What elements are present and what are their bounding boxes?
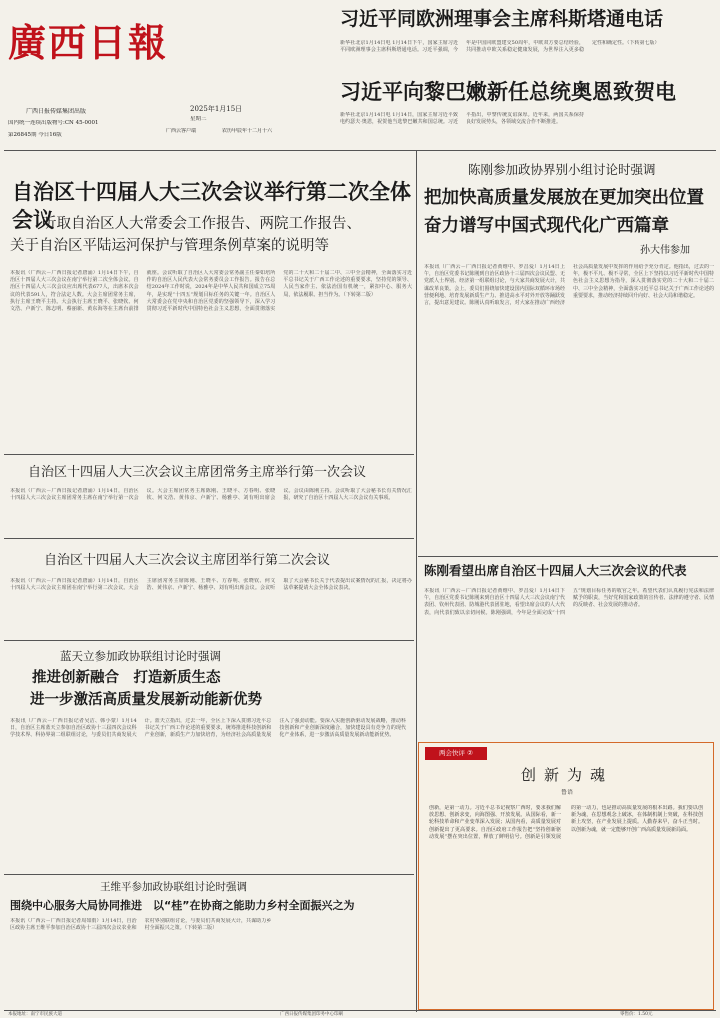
continue-note: （下转第二版） bbox=[343, 291, 376, 298]
commentary-badge bbox=[425, 747, 487, 760]
issue-line: 第26845期 今日16版 bbox=[8, 132, 62, 138]
top-story-1-title[interactable]: 习近平同欧洲理事会主席科斯塔通电话 bbox=[340, 8, 664, 30]
meeting-2-title[interactable]: 自治区十四届人大三次会议主席团举行第二次会议 bbox=[44, 553, 331, 568]
meeting-1-body: 本报讯（广西云－广西日报记者唐涌）1月14日，自治区十四届人大三次会议主席团常务主席在南宁举行第一次会议。大会主席团常务主席陈刚、王晓平、方春明、张晓钦、何文浩、黄伟京、卢新宁、杨雅亭、刘有明出席会议。会议由陈刚主持。会议听取了大会秘书长有关情况汇报，研究了自治区十四届人大三次会议有关事项。 bbox=[10, 488, 412, 502]
commentary-author: 鲁语 bbox=[560, 789, 573, 796]
commentary-title[interactable]: 创新为魂 bbox=[520, 766, 613, 784]
top-story-2-body: 新华社北京1月14日电 1月14日，国家主席习近平致电约瑟夫·奥恩，祝贺他当选黎巴嫩共和国总统。习近平指出，中黎传统友谊深厚。近年来，两国关系保持良好发展势头，各领域交流合作不断推进。 bbox=[340, 112, 584, 126]
lead-title[interactable]: 自治区十四届人大三次会议举行第二次全体会议 bbox=[12, 180, 411, 232]
right-mid-body: 本报讯（广西云－广西日报记者黄维中、罗昌爱）1月14日下午，自治区党委书记陈刚来到自治区十四届人大三次会议南宁代表团、钦州代表团、防城港代表团驻地，看望出席会议的人大代表，向代表们致以亲切问候。陈刚强调，今年是全面完成“十四五”规划目标任务的收官之年。希望代表们认真履行宪法和法律赋予的职责，当好党和国家政策的宣传者、法律的遵守者、民情的反映者、社会发展的推动者。 bbox=[424, 588, 714, 616]
column-divider bbox=[416, 150, 417, 1012]
divider bbox=[4, 640, 414, 641]
right-top-title-2[interactable]: 奋力谱写中国式现代化广西篇章 bbox=[424, 216, 669, 236]
divider bbox=[4, 538, 414, 539]
continue-note: （下转第七版） bbox=[627, 40, 660, 46]
issue-date: 2025年1月15日 bbox=[190, 105, 243, 113]
lead-subtitle-1: 听取自治区人大常委会工作报告、两院工作报告、 bbox=[42, 216, 361, 232]
bottom-left-body: 本报讯（广西云－广西日报记者吴洁、韩小蒙）1月14日，自治区主席蓝天立参加自治区政协十三届四次会议科学技术界、科协界第二组联组讨论，与委员们共商发展大计。蓝天立指出，过去一年，全区上下深入贯彻习近平总书记关于广西工作论述的重要要求，统筹推进科技创新和产业创新，新质生产力加快培育，为经济社会高质量发展注入了强劲动能。要深入实施创新驱动发展战略，推动科技创新和产业创新深度融合，加快建设具有竞争力的现代化产业体系，进一步激活高质量发展新动能新优势。 bbox=[10, 718, 406, 739]
commentary-box bbox=[418, 742, 714, 1010]
meeting-1-title[interactable]: 自治区十四届人大三次会议主席团常务主席举行第一次会议 bbox=[28, 465, 367, 480]
newspaper-logo: 廣西日報 bbox=[8, 20, 169, 65]
divider bbox=[4, 874, 414, 875]
issn-line: 国内统一连续出版物号:CN 45-0001 bbox=[8, 120, 99, 126]
bottom-mid-body: 本报讯（广西云－广西日报记者周如雨）1月14日，自治区政协主席王维平参加自治区政协十三届四次会议农业和农村界别联组讨论，与委员们共商发展大计，共谋助力乡村全面振兴之策。（下转第二版） bbox=[10, 918, 272, 932]
top-story-2-title[interactable]: 习近平向黎巴嫩新任总统奥恩致贺电 bbox=[340, 80, 676, 104]
divider bbox=[4, 150, 716, 151]
divider bbox=[4, 454, 414, 455]
badge-label: 两会快评 ② bbox=[439, 749, 473, 757]
top-story-1-body: 新华社北京1月14日电 1月14日下午，国家主席习近平同欧洲理事会主席科斯塔通电话。习近平强调，今年是中国同欧盟建交50周年，中欧双方要总结经验，共同推动中欧关系稳定健康发展，为世界注入更多稳定性和确定性。（下转第七版） bbox=[340, 40, 660, 54]
right-top-kicker: 陈刚参加政协界别小组讨论时强调 bbox=[468, 162, 656, 177]
right-top-byline: 孙大伟参加 bbox=[640, 245, 690, 256]
lead-subtitle-2: 关于自治区平陆运河保护与管理条例草案的说明等 bbox=[10, 238, 329, 254]
publisher-line: 广西日报传媒集团出版 bbox=[26, 108, 87, 115]
footer-right: 零售价：1.50元 bbox=[620, 1012, 653, 1017]
weekday: 星期三 bbox=[190, 116, 207, 122]
bottom-left-kicker: 蓝天立参加政协联组讨论时强调 bbox=[60, 649, 221, 663]
app-name: 广西云客户端 bbox=[166, 128, 197, 134]
right-mid-title[interactable]: 陈刚看望出席自治区十四届人大三次会议的代表 bbox=[424, 563, 687, 578]
bottom-mid-title[interactable]: 围绕中心服务大局协同推进 以“桂”在协商之能助力乡村全面振兴之为 bbox=[10, 899, 355, 912]
divider bbox=[418, 556, 718, 557]
bottom-left-title-2[interactable]: 进一步激活高质量发展新动能新优势 bbox=[30, 692, 262, 708]
right-top-body: 本报讯（广西云－广西日报记者黄维中、罗昌爱）1月14日上午，自治区党委书记陈刚到自治区政协十三届四次会议民盟、无党派人士界别、经济第一组联组讨论，与大家共商发展大计，共谋改革良策。会上，委员们围绕加快建设国内国际双循环市场经营便利地、培育发展新质生产力、推进高水平对外开放等踊跃发言，提出意见建议。陈刚认真听取发言，对大家在推动广西经济社会高质量发展中发挥的作用给予充分肯定。他指出，过去的一年，极不平凡、极不寻常，全区上下坚持以习近平新时代中国特色社会主义思想为指导，深入贯彻落实党的二十大和二十届二中、三中全会精神，全面落实习近平总书记关于广西工作论述的重要要求，推动经济持续回升向好、社会大局和谐稳定。 bbox=[424, 264, 714, 307]
continue-note: （下转第二版） bbox=[184, 925, 218, 932]
masthead bbox=[6, 4, 174, 154]
meeting-2-body: 本报讯（广西云－广西日报记者唐涌）1月14日，自治区十四届人大三次会议主席团在南宁举行第二次会议。大会主席团常务主席陈刚、王晓平、方春明、张晓钦、何文浩、黄伟京、卢新宁、杨雅亭、刘有明出席会议。会议听取了大会秘书长关于代表提出议案情况的汇报，决定将办法草案提请大会全体会议表决。 bbox=[10, 578, 412, 592]
footer-mid: 广西日报传媒集团印务中心印刷 bbox=[280, 1012, 343, 1017]
bottom-left-title-1[interactable]: 推进创新融合 打造新质生态 bbox=[32, 670, 221, 686]
footer-left: 本报地址：南宁市民族大道 bbox=[8, 1012, 62, 1017]
bottom-mid-kicker: 王维平参加政协联组讨论时强调 bbox=[100, 881, 247, 893]
lunar-date: 农历甲辰年十二月十六 bbox=[222, 128, 273, 134]
lead-body: 本报讯（广西云－广西日报记者唐涌）1月14日下午，自治区十四届人大三次会议在南宁举行第二次全体会议。自治区十四届人大三次会议应出席代表677人，出席本次会议的代表591人，符合法定人数。大会主席团常务主席，执行主席王晓平主持。大会执行主席王晓平、张晓钦、何文浩、卢新宁、陈志明、蔡丽新、黄东海等在主席台前排就座。会议听取了自治区人大常委会常务副主任秦如培所作的自治区人民代表大会常务委员会工作报告。报告在总结2024年工作时说，2024年是中华人民共和国成立75周年，是实现“十四五”规划目标任务的关键一年。自治区人大常委会在党中央和自治区党委的坚强领导下，深入学习贯彻习近平新时代中国特色社会主义思想，全面贯彻落实党的二十大和二十届二中、三中全会精神，全面落实习近平总书记关于广西工作论述的重要要求，坚持党的领导、人民当家作主、依法治国有机统一，紧扣中心、服务大局，依法履职、担当作为。（下转第二版） bbox=[10, 270, 412, 313]
right-top-title-1[interactable]: 把加快高质量发展放在更加突出位置 bbox=[424, 188, 704, 208]
date-block bbox=[166, 104, 316, 150]
commentary-body: 创新，是第一动力。习近平总书记视察广西时，要求我们解放思想、创新求变，向海图强、开放发展。从国际看，新一轮科技革命和产业变革深入发展；从国内看，高质量发展对创新提出了更高要求。自治区政府工作报告把“坚持创新驱动发展”摆在突出位置，释放了鲜明信号。创新是引领发展的第一动力，也是推动高质量发展的根本出路。我们要以创新为魂，在思想观念上破冰，在体制机制上突破，在科技创新上攻坚，在产业发展上提质。人勤春来早，奋斗正当时。以创新为魂，就一定能够开创广西高质量发展新局面。 bbox=[429, 805, 703, 840]
